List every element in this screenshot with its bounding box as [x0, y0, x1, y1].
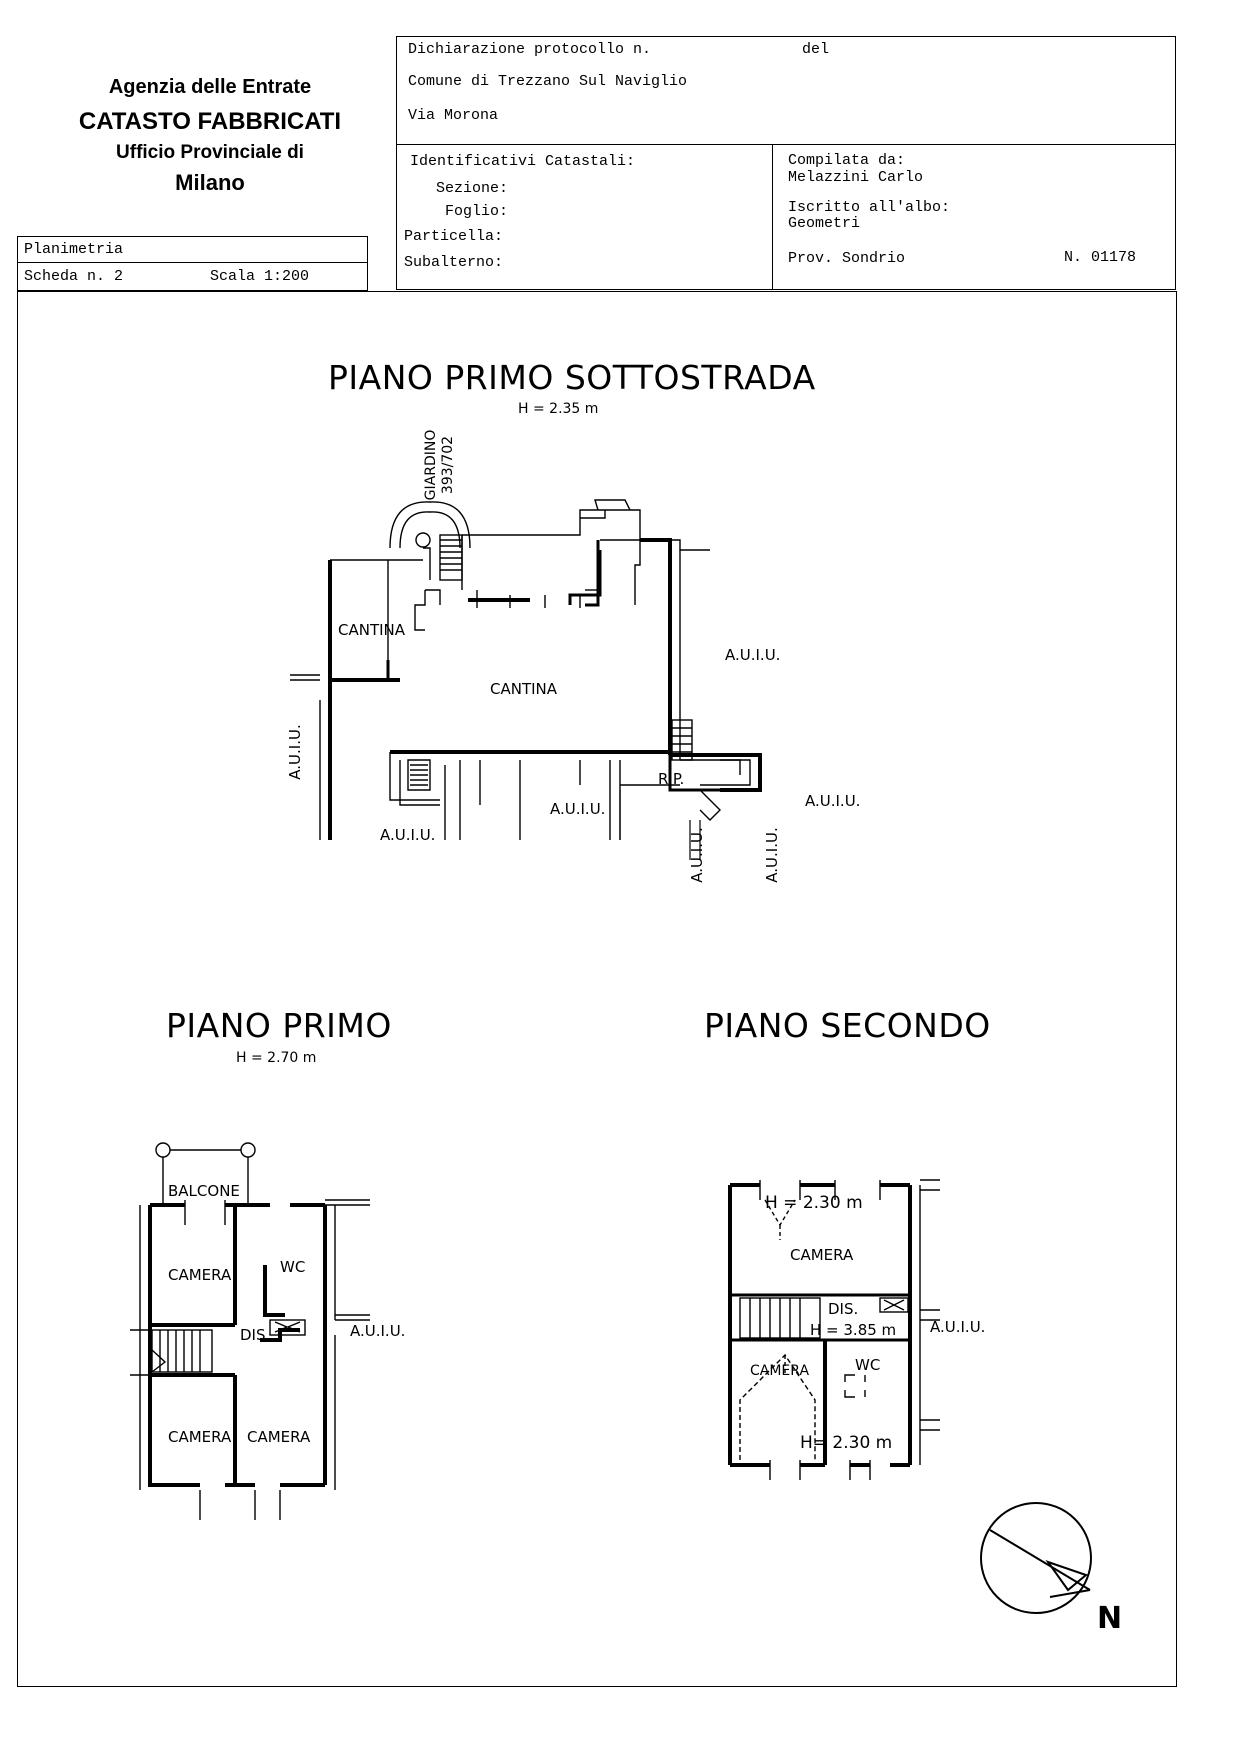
- auiu-label: A.U.I.U.: [350, 1322, 406, 1340]
- auiu-label: A.U.I.U.: [930, 1318, 986, 1336]
- register-number: N. 01178: [1064, 249, 1137, 266]
- camera-top-label: CAMERA: [790, 1246, 854, 1264]
- auiu-vertical-1-label: A.U.I.U.: [688, 827, 706, 883]
- comune-label: Comune di Trezzano Sul Naviglio: [408, 73, 688, 90]
- albo-value: Geometri: [788, 215, 861, 232]
- balcone-label: BALCONE: [168, 1182, 240, 1200]
- declaration-divider: [396, 144, 1176, 145]
- cantina-small-label: CANTINA: [338, 621, 406, 639]
- province-label: Prov. Sondrio: [788, 250, 906, 267]
- auiu-bottom-mid-label: A.U.I.U.: [550, 800, 606, 818]
- catasto-title: CATASTO FABBRICATI: [78, 108, 342, 135]
- catastal-heading: Identificativi Catastali:: [410, 153, 636, 170]
- first-floor-height: H = 2.70 m: [236, 1050, 317, 1066]
- north-label: N: [1097, 1601, 1123, 1630]
- north-compass-icon: [980, 1500, 1140, 1630]
- particella-label: Particella:: [404, 228, 504, 245]
- mappale-label: 393/702: [440, 435, 456, 495]
- auiu-right-label: A.U.I.U.: [725, 646, 781, 664]
- basement-height: H = 2.35 m: [518, 401, 599, 417]
- wc-label: WC: [855, 1356, 881, 1374]
- agency-name: Agenzia delle Entrate: [108, 76, 312, 98]
- h-bottom-label: H= 2.30 m: [800, 1433, 893, 1453]
- office-label: Ufficio Provinciale di: [116, 142, 304, 163]
- h-top-label: H = 2.30 m: [765, 1193, 863, 1213]
- compiler-name: Melazzini Carlo: [788, 169, 924, 186]
- giardino-label: GIARDINO: [423, 430, 439, 501]
- basement-plan: [280, 430, 920, 890]
- rip-label: RIP.: [658, 770, 685, 788]
- auiu-vertical-2-label: A.U.I.U.: [763, 827, 781, 883]
- camera-top-label: CAMERA: [168, 1266, 232, 1284]
- via-label: Via Morona: [408, 107, 499, 124]
- albo-label: Iscritto all'albo:: [788, 199, 951, 216]
- camera-bottom-right-label: CAMERA: [247, 1428, 311, 1446]
- foglio-label: Foglio:: [445, 203, 509, 220]
- cantina-main-label: CANTINA: [490, 680, 558, 698]
- scheda-number: Scheda n. 2: [24, 268, 124, 285]
- basement-title: PIANO PRIMO SOTTOSTRADA: [328, 358, 816, 397]
- first-floor-plan: [130, 1130, 460, 1520]
- del-label: del: [802, 41, 830, 58]
- office-city: Milano: [175, 170, 245, 195]
- scheda-scale: Scala 1:200: [210, 268, 310, 285]
- scheda-type: Planimetria: [24, 241, 124, 258]
- scheda-divider: [17, 262, 368, 263]
- auiu-left-label: A.U.I.U.: [286, 724, 304, 780]
- protocollo-label: Dichiarazione protocollo n.: [408, 41, 652, 58]
- dis-label: DIS.: [828, 1300, 859, 1318]
- compiler-divider: [772, 144, 773, 290]
- second-floor-title: PIANO SECONDO: [704, 1006, 991, 1045]
- sezione-label: Sezione:: [436, 180, 509, 197]
- subalterno-label: Subalterno:: [404, 254, 504, 271]
- camera-bottom-left-label: CAMERA: [168, 1428, 232, 1446]
- auiu-bottom-left-label: A.U.I.U.: [380, 826, 436, 844]
- camera-bottom-label: CAMERA: [750, 1363, 810, 1379]
- auiu-bottom-right-label: A.U.I.U.: [805, 792, 861, 810]
- h-mid-label: H = 3.85 m: [810, 1321, 897, 1339]
- compilata-label: Compilata da:: [788, 152, 906, 169]
- second-floor-plan: [720, 1170, 1020, 1480]
- dis-label: DIS.: [240, 1326, 271, 1344]
- first-floor-title: PIANO PRIMO: [166, 1006, 392, 1045]
- wc-label: WC: [280, 1258, 306, 1276]
